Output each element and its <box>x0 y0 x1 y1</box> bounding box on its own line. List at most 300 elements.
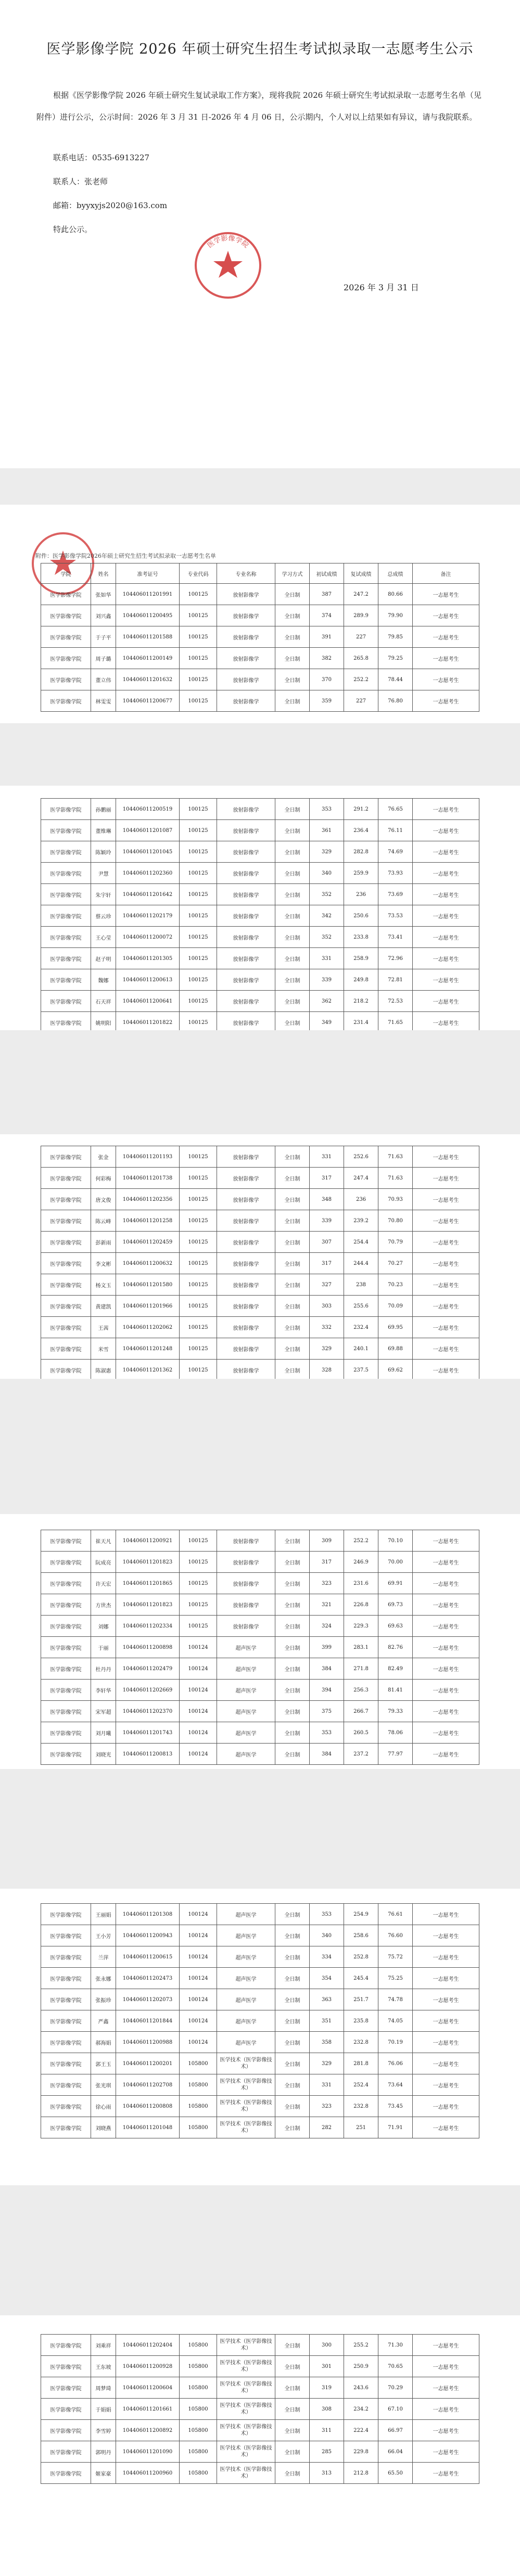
attachment-page-1 <box>0 505 520 723</box>
table-row <box>41 2032 479 2053</box>
table-cell: 100125 <box>180 1189 217 1210</box>
table-cell: 236.4 <box>344 820 378 841</box>
table-cell: 104406011200677 <box>116 690 180 712</box>
table-cell: 100125 <box>180 669 217 690</box>
table-cell: 杜丹丹 <box>91 1658 116 1680</box>
table-cell: 100124 <box>180 1637 217 1658</box>
table-cell: 放射影像学 <box>217 1552 275 1573</box>
table-cell: 104406011200813 <box>116 1744 180 1765</box>
table-cell: 全日制 <box>275 584 310 605</box>
table-cell: 全日制 <box>275 1925 310 1946</box>
table-cell: 79.85 <box>378 626 413 648</box>
table-cell: 医学影像学院 <box>41 605 91 626</box>
table-cell: 258.6 <box>344 1925 378 1946</box>
table-cell: 104406011200519 <box>116 799 180 820</box>
table-cell: 全日制 <box>275 1573 310 1594</box>
table-row <box>41 1552 479 1573</box>
table-row <box>41 584 479 605</box>
table-cell: 于子平 <box>91 626 116 648</box>
table-cell: 100124 <box>180 1946 217 1968</box>
header-cell: 专业代码 <box>180 563 217 584</box>
table-cell: 一志愿考生 <box>413 2117 479 2138</box>
table-row <box>41 1168 479 1189</box>
table-cell: 医学影像学院 <box>41 1274 91 1296</box>
table-cell: 329 <box>310 1338 344 1360</box>
table-cell: 放射影像学 <box>217 605 275 626</box>
table-cell: 周梦琦 <box>91 2377 116 2399</box>
table-cell: 医学影像学院 <box>41 1722 91 1744</box>
table-cell: 104406011202073 <box>116 1989 180 2010</box>
table-row <box>41 799 479 820</box>
table-cell: 全日制 <box>275 1232 310 1253</box>
table-cell: 医学影像学院 <box>41 2096 91 2117</box>
table-cell: 74.78 <box>378 1989 413 2010</box>
table-cell: 医学技术（医学影像技术） <box>217 2399 275 2420</box>
table-cell: 全日制 <box>275 2356 310 2377</box>
table-cell: 姬家豪 <box>91 2463 116 2484</box>
table-cell: 331 <box>310 948 344 969</box>
table-cell: 放射影像学 <box>217 648 275 669</box>
table-cell: 70.93 <box>378 1189 413 1210</box>
table-cell: 林雯雯 <box>91 690 116 712</box>
table-cell: 104406011202669 <box>116 1680 180 1701</box>
table-cell: 100125 <box>180 1146 217 1168</box>
table-cell: 69.95 <box>378 1317 413 1338</box>
table-cell: 一志愿考生 <box>413 1989 479 2010</box>
table-cell: 蔡云珍 <box>91 905 116 927</box>
table-cell: 319 <box>310 2377 344 2399</box>
table-cell: 100125 <box>180 927 217 948</box>
contact-email: 邮箱：byyxyjs2020@163.com <box>53 201 168 210</box>
table-cell: 100125 <box>180 1253 217 1274</box>
table-cell: 246.9 <box>344 1552 378 1573</box>
table-cell: 255.6 <box>344 1296 378 1317</box>
table-row <box>41 863 479 884</box>
table-row <box>41 605 479 626</box>
table-cell: 104406011201193 <box>116 1146 180 1168</box>
table-cell: 69.91 <box>378 1573 413 1594</box>
table-cell: 朱宇轩 <box>91 884 116 905</box>
table-cell: 全日制 <box>275 2010 310 2032</box>
table-cell: 104406011200898 <box>116 1637 180 1658</box>
header-cell: 备注 <box>413 563 479 584</box>
table-cell: 104406011202356 <box>116 1189 180 1210</box>
table-cell: 100125 <box>180 799 217 820</box>
table-cell: 郭明丹 <box>91 2441 116 2463</box>
table-cell: 超声医学 <box>217 1680 275 1701</box>
table-cell: 79.33 <box>378 1701 413 1722</box>
table-cell: 285 <box>310 2441 344 2463</box>
table-cell: 一志愿考生 <box>413 2463 479 2484</box>
table-cell: 一志愿考生 <box>413 1168 479 1189</box>
table-cell: 104406011201090 <box>116 2441 180 2463</box>
table-cell: 100125 <box>180 884 217 905</box>
table-cell: 331 <box>310 2074 344 2096</box>
attachment-title: 附件：医学影像学院2026年硕士研究生招生考试拟录取一志愿考生名单 <box>35 553 216 559</box>
table-cell: 73.64 <box>378 2074 413 2096</box>
table-cell: 363 <box>310 1989 344 2010</box>
table-cell: 全日制 <box>275 1904 310 1925</box>
table-cell: 医学影像学院 <box>41 669 91 690</box>
table-row <box>41 841 479 863</box>
table-row <box>41 2074 479 2096</box>
table-cell: 放射影像学 <box>217 991 275 1012</box>
table-cell: 全日制 <box>275 863 310 884</box>
table-cell: 75.25 <box>378 1968 413 1989</box>
table-cell: 104406011202179 <box>116 905 180 927</box>
table-cell: 74.05 <box>378 2010 413 2032</box>
table-cell: 66.97 <box>378 2420 413 2441</box>
table-cell: 郝海娟 <box>91 2032 116 2053</box>
table-cell: 252.8 <box>344 1946 378 1968</box>
table-cell: 348 <box>310 1189 344 1210</box>
table-cell: 严鑫 <box>91 2010 116 2032</box>
table-cell: 327 <box>310 1274 344 1296</box>
table-cell: 张金 <box>91 1146 116 1168</box>
table-cell: 全日制 <box>275 799 310 820</box>
table-row <box>41 2377 479 2399</box>
table-cell: 73.93 <box>378 863 413 884</box>
table-row <box>41 1744 479 1765</box>
header-cell: 总成绩 <box>378 563 413 584</box>
table-cell: 全日制 <box>275 2032 310 2053</box>
table-cell: 尹慧 <box>91 863 116 884</box>
table-cell: 104406011202404 <box>116 2335 180 2356</box>
contact-phone: 联系电话：0535-6913227 <box>53 153 150 162</box>
table-cell: 医学影像学院 <box>41 1317 91 1338</box>
table-row <box>41 948 479 969</box>
table-cell: 医学影像学院 <box>41 2463 91 2484</box>
table-cell: 234.2 <box>344 2399 378 2420</box>
table-cell: 271.8 <box>344 1658 378 1680</box>
table-cell: 255.2 <box>344 2335 378 2356</box>
table-cell: 323 <box>310 1573 344 1594</box>
table-cell: 71.30 <box>378 2335 413 2356</box>
table-cell: 一志愿考生 <box>413 820 479 841</box>
table-cell: 100124 <box>180 1680 217 1701</box>
table-cell: 医学影像学院 <box>41 799 91 820</box>
table-1 <box>41 563 479 712</box>
table-cell: 医学技术（医学影像技术） <box>217 2356 275 2377</box>
table-cell: 232.8 <box>344 2032 378 2053</box>
table-cell: 放射影像学 <box>217 1253 275 1274</box>
table-cell: 医学技术（医学影像技术） <box>217 2420 275 2441</box>
table-cell: 一志愿考生 <box>413 2399 479 2420</box>
table-cell: 104406011200604 <box>116 2377 180 2399</box>
table-cell: 放射影像学 <box>217 863 275 884</box>
table-cell: 105800 <box>180 2117 217 2138</box>
table-cell: 232.8 <box>344 2096 378 2117</box>
table-cell: 全日制 <box>275 2399 310 2420</box>
notice-page <box>0 0 520 468</box>
table-cell: 362 <box>310 991 344 1012</box>
table-row <box>41 884 479 905</box>
table-cell: 104406011201991 <box>116 584 180 605</box>
table-cell: 超声医学 <box>217 1989 275 2010</box>
table-row <box>41 2053 479 2074</box>
table-row <box>41 1925 479 1946</box>
table-cell: 100124 <box>180 1904 217 1925</box>
table-cell: 放射影像学 <box>217 1146 275 1168</box>
table-cell: 杨文玉 <box>91 1274 116 1296</box>
table-cell: 100125 <box>180 626 217 648</box>
table-row <box>41 1189 479 1210</box>
table-cell: 全日制 <box>275 1168 310 1189</box>
table-cell: 医学影像学院 <box>41 2010 91 2032</box>
table-cell: 全日制 <box>275 690 310 712</box>
table-cell: 100125 <box>180 648 217 669</box>
table-cell: 105800 <box>180 2074 217 2096</box>
table-row <box>41 1989 479 2010</box>
table-cell: 283.1 <box>344 1637 378 1658</box>
table-cell: 兰萍 <box>91 1946 116 1968</box>
table-cell: 医学技术（医学影像技术） <box>217 2441 275 2463</box>
table-cell: 一志愿考生 <box>413 799 479 820</box>
table-cell: 100125 <box>180 1274 217 1296</box>
table-cell: 全日制 <box>275 1253 310 1274</box>
table-cell: 231.4 <box>344 1012 378 1033</box>
table-cell: 303 <box>310 1296 344 1317</box>
table-cell: 105800 <box>180 2441 217 2463</box>
table-cell: 339 <box>310 969 344 991</box>
header-cell: 专业名称 <box>217 563 275 584</box>
page-gap <box>0 1379 520 1514</box>
table-cell: 70.23 <box>378 1274 413 1296</box>
table-cell: 孙鹏丽 <box>91 799 116 820</box>
table-row <box>41 2463 479 2484</box>
table-cell: 82.49 <box>378 1658 413 1680</box>
table-cell: 104406011200928 <box>116 2356 180 2377</box>
table-cell: 刘乘祥 <box>91 2335 116 2356</box>
table-cell: 104406011201642 <box>116 884 180 905</box>
table-cell: 医学技术（医学影像技术） <box>217 2117 275 2138</box>
table-cell: 78.44 <box>378 669 413 690</box>
table-row <box>41 2399 479 2420</box>
table-cell: 全日制 <box>275 2441 310 2463</box>
table-cell: 282.8 <box>344 841 378 863</box>
table-cell: 100124 <box>180 1989 217 2010</box>
table-cell: 281.8 <box>344 2053 378 2074</box>
table-cell: 104406011201045 <box>116 841 180 863</box>
table-cell: 一志愿考生 <box>413 2096 479 2117</box>
table-cell: 一志愿考生 <box>413 1296 479 1317</box>
table-cell: 医学影像学院 <box>41 626 91 648</box>
table-cell: 一志愿考生 <box>413 1360 479 1381</box>
table-cell: 一志愿考生 <box>413 1210 479 1232</box>
table-row <box>41 626 479 648</box>
table-cell: 374 <box>310 605 344 626</box>
table-cell: 全日制 <box>275 2335 310 2356</box>
table-cell: 70.27 <box>378 1253 413 1274</box>
table-cell: 104406011201822 <box>116 1012 180 1033</box>
table-cell: 105800 <box>180 2399 217 2420</box>
table-cell: 71.91 <box>378 2117 413 2138</box>
table-cell: 医学技术（医学影像技术） <box>217 2377 275 2399</box>
table-row <box>41 1946 479 1968</box>
table-cell: 104406011201966 <box>116 1296 180 1317</box>
table-cell: 104406011200201 <box>116 2053 180 2074</box>
table-cell: 256.3 <box>344 1680 378 1701</box>
table-cell: 252.2 <box>344 1530 378 1552</box>
table-cell: 104406011200632 <box>116 1253 180 1274</box>
table-cell: 医学影像学院 <box>41 2399 91 2420</box>
table-cell: 陈云峰 <box>91 1210 116 1232</box>
table-cell: 104406011201087 <box>116 820 180 841</box>
table-cell: 236 <box>344 884 378 905</box>
table-cell: 一志愿考生 <box>413 2074 479 2096</box>
table-cell: 超声医学 <box>217 1946 275 1968</box>
table-cell: 医学影像学院 <box>41 2441 91 2463</box>
table-cell: 227 <box>344 626 378 648</box>
table-cell: 266.7 <box>344 1701 378 1722</box>
table-row <box>41 1904 479 1925</box>
table-row <box>41 1232 479 1253</box>
table-cell: 一志愿考生 <box>413 1012 479 1033</box>
table-cell: 100125 <box>180 1594 217 1616</box>
table-cell: 100125 <box>180 1338 217 1360</box>
table-cell: 医学影像学院 <box>41 1253 91 1274</box>
table-cell: 全日制 <box>275 1637 310 1658</box>
table-cell: 76.06 <box>378 2053 413 2074</box>
table-cell: 351 <box>310 2010 344 2032</box>
attachment-page-4 <box>0 1514 520 1769</box>
table-cell: 全日制 <box>275 1189 310 1210</box>
table-cell: 105800 <box>180 2420 217 2441</box>
table-cell: 251.7 <box>344 1989 378 2010</box>
table-cell: 一志愿考生 <box>413 1925 479 1946</box>
table-cell: 唐文俊 <box>91 1189 116 1210</box>
table-cell: 医学影像学院 <box>41 1925 91 1946</box>
table-cell: 刘月曦 <box>91 1722 116 1744</box>
table-cell: 323 <box>310 2096 344 2117</box>
table-cell: 放射影像学 <box>217 884 275 905</box>
table-row <box>41 2420 479 2441</box>
header-cell: 准考证号 <box>116 563 180 584</box>
table-cell: 100125 <box>180 584 217 605</box>
table-cell: 282 <box>310 2117 344 2138</box>
table-cell: 104406011201048 <box>116 2117 180 2138</box>
table-cell: 353 <box>310 1722 344 1744</box>
table-cell: 张光琪 <box>91 2074 116 2096</box>
table-cell: 一志愿考生 <box>413 1722 479 1744</box>
table-cell: 250.6 <box>344 905 378 927</box>
table-cell: 104406011201865 <box>116 1573 180 1594</box>
table-cell: 104406011201305 <box>116 948 180 969</box>
table-cell: 251 <box>344 2117 378 2138</box>
table-cell: 刘晓光 <box>91 1744 116 1765</box>
table-cell: 104406011200615 <box>116 1946 180 1968</box>
table-cell: 王心莹 <box>91 927 116 948</box>
table-cell: 231.6 <box>344 1573 378 1594</box>
table-cell: 100125 <box>180 991 217 1012</box>
table-cell: 70.10 <box>378 1530 413 1552</box>
table-cell: 384 <box>310 1744 344 1765</box>
table-cell: 104406011200960 <box>116 2463 180 2484</box>
table-cell: 104406011200641 <box>116 991 180 1012</box>
table-cell: 100125 <box>180 1296 217 1317</box>
table-cell: 放射影像学 <box>217 584 275 605</box>
table-cell: 全日制 <box>275 2420 310 2441</box>
table-cell: 361 <box>310 820 344 841</box>
table-cell: 65.50 <box>378 2463 413 2484</box>
table-cell: 104406011201661 <box>116 2399 180 2420</box>
table-cell: 姚明阳 <box>91 1012 116 1033</box>
table-cell: 240.1 <box>344 1338 378 1360</box>
table-cell: 104406011200613 <box>116 969 180 991</box>
table-cell: 放射影像学 <box>217 1274 275 1296</box>
table-row <box>41 1530 479 1552</box>
table-cell: 一志愿考生 <box>413 991 479 1012</box>
table-cell: 100125 <box>180 969 217 991</box>
table-cell: 69.63 <box>378 1616 413 1637</box>
table-cell: 384 <box>310 1658 344 1680</box>
table-cell: 医学技术（医学影像技术） <box>217 2074 275 2096</box>
table-cell: 全日制 <box>275 1274 310 1296</box>
table-cell: 一志愿考生 <box>413 1904 479 1925</box>
table-cell: 73.69 <box>378 884 413 905</box>
table-cell: 医学技术（医学影像技术） <box>217 2463 275 2484</box>
table-cell: 72.53 <box>378 991 413 1012</box>
table-cell: 超声医学 <box>217 1744 275 1765</box>
table-cell: 医学影像学院 <box>41 884 91 905</box>
table-cell: 72.81 <box>378 969 413 991</box>
table-cell: 放射影像学 <box>217 905 275 927</box>
table-cell: 一志愿考生 <box>413 863 479 884</box>
table-cell: 全日制 <box>275 2096 310 2117</box>
table-cell: 放射影像学 <box>217 1616 275 1637</box>
table-cell: 医学影像学院 <box>41 1701 91 1722</box>
table-cell: 82.76 <box>378 1637 413 1658</box>
table-cell: 321 <box>310 1594 344 1616</box>
table-cell: 100125 <box>180 841 217 863</box>
table-cell: 全日制 <box>275 1744 310 1765</box>
table-cell: 353 <box>310 1904 344 1925</box>
table-cell: 医学影像学院 <box>41 1680 91 1701</box>
table-row <box>41 1274 479 1296</box>
table-row <box>41 1146 479 1168</box>
table-cell: 刘晓燕 <box>91 2117 116 2138</box>
table-cell: 王茜 <box>91 1317 116 1338</box>
table-cell: 340 <box>310 863 344 884</box>
table-cell: 全日制 <box>275 1968 310 1989</box>
table-cell: 一志愿考生 <box>413 1146 479 1168</box>
table-cell: 医学影像学院 <box>41 841 91 863</box>
table-cell: 74.69 <box>378 841 413 863</box>
table-cell: 229.3 <box>344 1616 378 1637</box>
header-cell: 姓名 <box>91 563 116 584</box>
table-cell: 237.5 <box>344 1360 378 1381</box>
table-cell: 105800 <box>180 2335 217 2356</box>
table-cell: 100124 <box>180 2010 217 2032</box>
attachment-page-3 <box>0 1134 520 1379</box>
table-cell: 全日制 <box>275 884 310 905</box>
table-cell: 一志愿考生 <box>413 2356 479 2377</box>
table-cell: 医学影像学院 <box>41 1968 91 1989</box>
table-cell: 超声医学 <box>217 1658 275 1680</box>
table-cell: 医学影像学院 <box>41 1637 91 1658</box>
table-cell: 100125 <box>180 690 217 712</box>
table-cell: 104406011202459 <box>116 1232 180 1253</box>
table-cell: 医学影像学院 <box>41 1946 91 1968</box>
table-cell: 78.06 <box>378 1722 413 1744</box>
table-cell: 超声医学 <box>217 1722 275 1744</box>
table-cell: 全日制 <box>275 1360 310 1381</box>
table-cell: 一志愿考生 <box>413 1701 479 1722</box>
table-cell: 超声医学 <box>217 2010 275 2032</box>
table-row <box>41 1616 479 1637</box>
table-cell: 105800 <box>180 2377 217 2399</box>
table-cell: 一志愿考生 <box>413 669 479 690</box>
